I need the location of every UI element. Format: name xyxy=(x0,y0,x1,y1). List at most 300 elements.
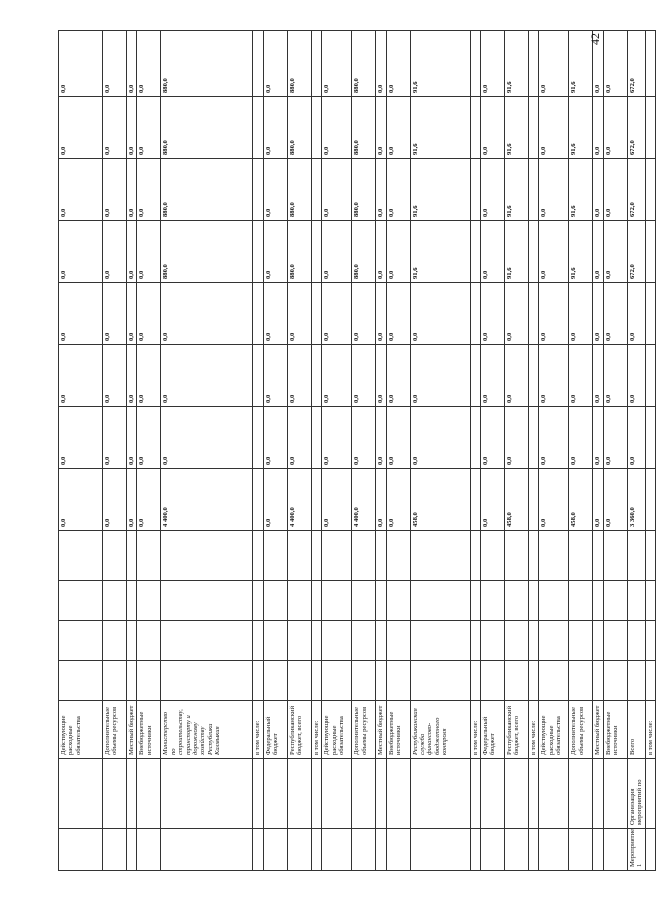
amount-cell: 91,6 xyxy=(410,31,470,97)
activity-name-cell xyxy=(322,759,352,829)
amount-cell: 672,0 xyxy=(627,97,645,159)
amount-cell: 0,0 xyxy=(376,159,386,221)
activity-name-cell xyxy=(59,759,103,829)
amount-cell: 4 400,0 xyxy=(352,469,376,531)
empty-cell xyxy=(470,531,480,581)
amount-cell xyxy=(529,221,539,283)
amount-cell: 0,0 xyxy=(410,345,470,407)
amount-cell: 0,0 xyxy=(263,407,287,469)
table-row xyxy=(137,31,161,871)
empty-cell xyxy=(263,621,287,661)
table-row xyxy=(352,31,376,871)
amount-cell: 0,0 xyxy=(137,469,161,531)
empty-cell xyxy=(645,661,655,701)
amount-cell: 0,0 xyxy=(127,97,137,159)
empty-cell xyxy=(593,661,603,701)
empty-cell xyxy=(376,581,386,621)
amount-cell: 0,0 xyxy=(352,407,376,469)
amount-cell: 0,0 xyxy=(322,97,352,159)
empty-cell xyxy=(311,581,321,621)
amount-cell: 0,0 xyxy=(161,283,253,345)
amount-cell xyxy=(470,345,480,407)
amount-cell: 0,0 xyxy=(103,345,127,407)
table-row xyxy=(539,31,569,871)
amount-cell: 0,0 xyxy=(127,469,137,531)
amount-cell: 0,0 xyxy=(376,97,386,159)
activity-code-cell xyxy=(311,829,321,871)
amount-cell: 672,0 xyxy=(627,221,645,283)
amount-cell: 880,0 xyxy=(352,159,376,221)
amount-cell: 0,0 xyxy=(103,469,127,531)
funding-source-cell: Внебюджетные источники xyxy=(137,701,161,759)
empty-cell xyxy=(539,661,569,701)
amount-cell: 0,0 xyxy=(481,469,505,531)
amount-cell: 0,0 xyxy=(593,97,603,159)
activity-code-cell xyxy=(287,829,311,871)
empty-cell xyxy=(529,531,539,581)
amount-cell: 91,6 xyxy=(505,159,529,221)
activity-code-cell: Мероприятие 1 xyxy=(627,829,645,871)
empty-cell xyxy=(322,531,352,581)
empty-cell xyxy=(410,531,470,581)
empty-cell xyxy=(311,531,321,581)
table-row xyxy=(470,31,480,871)
activity-code-cell xyxy=(539,829,569,871)
amount-cell: 672,0 xyxy=(627,159,645,221)
activity-name-cell xyxy=(127,759,137,829)
activity-name-cell xyxy=(539,759,569,829)
empty-cell xyxy=(386,661,410,701)
activity-name-cell: Организация мероприятий по xyxy=(627,759,645,829)
table-row xyxy=(263,31,287,871)
amount-cell: 0,0 xyxy=(103,31,127,97)
amount-cell: 0,0 xyxy=(127,283,137,345)
empty-cell xyxy=(59,531,103,581)
empty-cell xyxy=(103,531,127,581)
funding-source-cell: Министерство по строительству, транспорту и дорожному хозяйству Республики Калмыкия xyxy=(161,701,253,759)
amount-cell: 0,0 xyxy=(386,97,410,159)
amount-cell: 672,0 xyxy=(627,31,645,97)
amount-cell xyxy=(311,283,321,345)
amount-cell xyxy=(645,97,655,159)
empty-cell xyxy=(253,531,263,581)
amount-cell: 0,0 xyxy=(603,97,627,159)
activity-name-cell xyxy=(376,759,386,829)
amount-cell: 0,0 xyxy=(59,221,103,283)
activity-name-cell xyxy=(593,759,603,829)
amount-cell: 880,0 xyxy=(287,221,311,283)
amount-cell: 0,0 xyxy=(127,221,137,283)
empty-cell xyxy=(322,621,352,661)
funding-source-cell: в том числе: xyxy=(645,701,655,759)
empty-cell xyxy=(386,531,410,581)
empty-cell xyxy=(505,531,529,581)
amount-cell: 458,0 xyxy=(569,469,593,531)
activity-code-cell xyxy=(127,829,137,871)
empty-cell xyxy=(569,661,593,701)
empty-cell xyxy=(103,581,127,621)
amount-cell: 0,0 xyxy=(287,407,311,469)
amount-cell: 91,6 xyxy=(569,31,593,97)
amount-cell: 0,0 xyxy=(481,283,505,345)
empty-cell xyxy=(311,661,321,701)
amount-cell: 0,0 xyxy=(137,221,161,283)
funding-source-cell: Федеральный бюджет xyxy=(263,701,287,759)
amount-cell xyxy=(311,407,321,469)
activity-code-cell xyxy=(603,829,627,871)
amount-cell xyxy=(529,407,539,469)
amount-cell: 0,0 xyxy=(287,283,311,345)
empty-cell xyxy=(603,621,627,661)
amount-cell: 91,6 xyxy=(410,221,470,283)
amount-cell: 0,0 xyxy=(103,97,127,159)
amount-cell: 0,0 xyxy=(322,283,352,345)
empty-cell xyxy=(137,621,161,661)
amount-cell: 0,0 xyxy=(376,469,386,531)
amount-cell: 0,0 xyxy=(603,345,627,407)
activity-name-cell xyxy=(161,759,253,829)
amount-cell: 0,0 xyxy=(481,345,505,407)
empty-cell xyxy=(603,581,627,621)
empty-cell xyxy=(103,661,127,701)
amount-cell: 0,0 xyxy=(386,159,410,221)
amount-cell: 0,0 xyxy=(505,407,529,469)
empty-cell xyxy=(481,661,505,701)
amount-cell: 0,0 xyxy=(103,407,127,469)
amount-cell xyxy=(253,345,263,407)
empty-cell xyxy=(386,581,410,621)
amount-cell: 0,0 xyxy=(59,31,103,97)
empty-cell xyxy=(627,581,645,621)
activity-name-cell xyxy=(287,759,311,829)
amount-cell: 0,0 xyxy=(603,283,627,345)
empty-cell xyxy=(529,621,539,661)
table-row xyxy=(311,31,321,871)
amount-cell: 880,0 xyxy=(161,159,253,221)
empty-cell xyxy=(376,621,386,661)
funding-source-cell: Местный бюджет xyxy=(593,701,603,759)
empty-cell xyxy=(645,531,655,581)
amount-cell xyxy=(645,31,655,97)
amount-cell: 0,0 xyxy=(376,31,386,97)
activity-code-cell xyxy=(59,829,103,871)
amount-cell: 91,6 xyxy=(505,97,529,159)
empty-cell xyxy=(481,531,505,581)
activity-code-cell xyxy=(410,829,470,871)
funding-source-cell: в том числе: xyxy=(253,701,263,759)
amount-cell: 0,0 xyxy=(603,159,627,221)
empty-cell xyxy=(352,531,376,581)
amount-cell: 0,0 xyxy=(103,159,127,221)
amount-cell xyxy=(311,345,321,407)
amount-cell: 0,0 xyxy=(59,407,103,469)
empty-cell xyxy=(127,661,137,701)
activity-code-cell xyxy=(470,829,480,871)
empty-cell xyxy=(253,661,263,701)
empty-cell xyxy=(137,581,161,621)
amount-cell xyxy=(311,31,321,97)
amount-cell: 0,0 xyxy=(59,97,103,159)
amount-cell: 0,0 xyxy=(161,407,253,469)
empty-cell xyxy=(263,531,287,581)
funding-source-cell: Всего xyxy=(627,701,645,759)
empty-cell xyxy=(137,531,161,581)
amount-cell: 0,0 xyxy=(593,469,603,531)
amount-cell: 4 400,0 xyxy=(287,469,311,531)
amount-cell: 0,0 xyxy=(103,283,127,345)
empty-cell xyxy=(481,581,505,621)
amount-cell: 0,0 xyxy=(127,159,137,221)
funding-source-cell: Дополнительные объемы ресурсов xyxy=(569,701,593,759)
amount-cell: 880,0 xyxy=(352,221,376,283)
amount-cell: 880,0 xyxy=(161,31,253,97)
funding-source-cell: Местный бюджет xyxy=(127,701,137,759)
amount-cell xyxy=(253,283,263,345)
empty-cell xyxy=(322,661,352,701)
amount-cell xyxy=(311,221,321,283)
activity-code-cell xyxy=(593,829,603,871)
funding-source-cell: в том числе: xyxy=(470,701,480,759)
amount-cell: 0,0 xyxy=(137,97,161,159)
table-row xyxy=(481,31,505,871)
amount-cell: 0,0 xyxy=(593,159,603,221)
amount-cell: 0,0 xyxy=(386,283,410,345)
empty-cell xyxy=(352,581,376,621)
amount-cell xyxy=(253,407,263,469)
amount-cell: 0,0 xyxy=(627,345,645,407)
activity-name-cell xyxy=(410,759,470,829)
funding-source-cell: Действующие расходные обязательства xyxy=(322,701,352,759)
empty-cell xyxy=(127,581,137,621)
empty-cell xyxy=(470,581,480,621)
empty-cell xyxy=(470,661,480,701)
funding-source-cell: в том числе: xyxy=(311,701,321,759)
activity-code-cell xyxy=(322,829,352,871)
amount-cell: 0,0 xyxy=(263,345,287,407)
activity-code-cell xyxy=(505,829,529,871)
amount-cell: 0,0 xyxy=(481,221,505,283)
funding-source-cell: Федеральный бюджет xyxy=(481,701,505,759)
amount-cell xyxy=(645,345,655,407)
table-row xyxy=(287,31,311,871)
empty-cell xyxy=(127,621,137,661)
empty-cell xyxy=(59,621,103,661)
amount-cell: 0,0 xyxy=(569,345,593,407)
activity-name-cell xyxy=(253,759,263,829)
empty-cell xyxy=(263,661,287,701)
activity-code-cell xyxy=(529,829,539,871)
amount-cell: 0,0 xyxy=(386,469,410,531)
activity-name-cell xyxy=(645,759,655,829)
amount-cell: 880,0 xyxy=(352,31,376,97)
amount-cell: 0,0 xyxy=(539,407,569,469)
activity-name-cell xyxy=(263,759,287,829)
amount-cell: 0,0 xyxy=(386,345,410,407)
amount-cell: 0,0 xyxy=(603,31,627,97)
empty-cell xyxy=(627,531,645,581)
amount-cell: 0,0 xyxy=(539,345,569,407)
amount-cell: 91,6 xyxy=(410,159,470,221)
amount-cell: 880,0 xyxy=(287,31,311,97)
amount-cell: 0,0 xyxy=(539,283,569,345)
amount-cell xyxy=(470,221,480,283)
amount-cell: 0,0 xyxy=(410,283,470,345)
empty-cell xyxy=(505,621,529,661)
empty-cell xyxy=(410,621,470,661)
empty-cell xyxy=(352,621,376,661)
empty-cell xyxy=(627,661,645,701)
empty-cell xyxy=(386,621,410,661)
amount-cell xyxy=(645,283,655,345)
table-row xyxy=(253,31,263,871)
amount-cell: 880,0 xyxy=(352,97,376,159)
amount-cell: 0,0 xyxy=(539,159,569,221)
amount-cell: 0,0 xyxy=(627,283,645,345)
amount-cell: 0,0 xyxy=(593,283,603,345)
activity-name-cell xyxy=(103,759,127,829)
empty-cell xyxy=(127,531,137,581)
amount-cell: 0,0 xyxy=(505,283,529,345)
amount-cell: 0,0 xyxy=(263,97,287,159)
amount-cell: 0,0 xyxy=(593,345,603,407)
empty-cell xyxy=(410,581,470,621)
activity-name-cell xyxy=(386,759,410,829)
funding-source-cell: в том числе: xyxy=(529,701,539,759)
amount-cell: 0,0 xyxy=(59,283,103,345)
amount-cell xyxy=(529,159,539,221)
amount-cell: 0,0 xyxy=(539,469,569,531)
empty-cell xyxy=(603,531,627,581)
empty-cell xyxy=(593,621,603,661)
amount-cell: 91,6 xyxy=(410,97,470,159)
empty-cell xyxy=(593,581,603,621)
amount-cell: 458,0 xyxy=(505,469,529,531)
empty-cell xyxy=(569,621,593,661)
empty-cell xyxy=(322,581,352,621)
table-row xyxy=(529,31,539,871)
amount-cell xyxy=(311,97,321,159)
funding-source-cell: Дополнительные объемы ресурсов xyxy=(103,701,127,759)
funding-source-cell: Республиканский бюджет, всего xyxy=(287,701,311,759)
funding-source-cell: Внебюджетные источники xyxy=(603,701,627,759)
table-row xyxy=(322,31,352,871)
empty-cell xyxy=(569,581,593,621)
amount-cell xyxy=(470,469,480,531)
table-row xyxy=(569,31,593,871)
funding-source-cell: Республиканский бюджет, всего xyxy=(505,701,529,759)
amount-cell xyxy=(529,31,539,97)
amount-cell xyxy=(529,469,539,531)
empty-cell xyxy=(505,661,529,701)
amount-cell: 0,0 xyxy=(386,407,410,469)
amount-cell xyxy=(529,283,539,345)
empty-cell xyxy=(287,531,311,581)
table-row xyxy=(593,31,603,871)
table-row xyxy=(161,31,253,871)
amount-cell: 0,0 xyxy=(386,221,410,283)
funding-source-cell: Республиканская служба финансово-бюджетного контроля xyxy=(410,701,470,759)
empty-cell xyxy=(505,581,529,621)
amount-cell: 0,0 xyxy=(481,31,505,97)
amount-cell: 0,0 xyxy=(376,345,386,407)
empty-cell xyxy=(103,621,127,661)
amount-cell xyxy=(645,221,655,283)
amount-cell: 3 360,0 xyxy=(627,469,645,531)
empty-cell xyxy=(410,661,470,701)
amount-cell xyxy=(311,159,321,221)
amount-cell xyxy=(645,469,655,531)
amount-cell: 880,0 xyxy=(161,97,253,159)
amount-cell: 0,0 xyxy=(593,407,603,469)
amount-cell xyxy=(645,407,655,469)
activity-code-cell xyxy=(569,829,593,871)
amount-cell: 0,0 xyxy=(593,31,603,97)
activity-name-cell xyxy=(529,759,539,829)
empty-cell xyxy=(593,531,603,581)
amount-cell: 0,0 xyxy=(322,221,352,283)
empty-cell xyxy=(603,661,627,701)
activity-name-cell xyxy=(481,759,505,829)
activity-code-cell xyxy=(645,829,655,871)
table-row xyxy=(505,31,529,871)
amount-cell xyxy=(529,97,539,159)
amount-cell: 91,6 xyxy=(569,159,593,221)
table-row xyxy=(645,31,655,871)
amount-cell: 0,0 xyxy=(481,407,505,469)
activity-code-cell xyxy=(376,829,386,871)
amount-cell: 0,0 xyxy=(59,469,103,531)
amount-cell: 0,0 xyxy=(263,221,287,283)
amount-cell: 0,0 xyxy=(410,407,470,469)
amount-cell: 0,0 xyxy=(161,345,253,407)
amount-cell: 0,0 xyxy=(386,31,410,97)
table-row xyxy=(386,31,410,871)
empty-cell xyxy=(539,581,569,621)
amount-cell: 91,6 xyxy=(569,221,593,283)
amount-cell xyxy=(529,345,539,407)
empty-cell xyxy=(627,621,645,661)
funding-source-cell: Действующие расходные обязательства xyxy=(59,701,103,759)
activity-name-cell xyxy=(470,759,480,829)
empty-cell xyxy=(529,661,539,701)
table-row xyxy=(376,31,386,871)
activity-code-cell xyxy=(481,829,505,871)
amount-cell: 0,0 xyxy=(376,221,386,283)
amount-cell: 0,0 xyxy=(322,345,352,407)
empty-cell xyxy=(539,531,569,581)
amount-cell: 0,0 xyxy=(603,407,627,469)
amount-cell xyxy=(470,97,480,159)
activity-code-cell xyxy=(137,829,161,871)
amount-cell: 880,0 xyxy=(287,159,311,221)
activity-name-cell xyxy=(505,759,529,829)
empty-cell xyxy=(263,581,287,621)
amount-cell xyxy=(470,283,480,345)
empty-cell xyxy=(376,661,386,701)
empty-cell xyxy=(161,531,253,581)
amount-cell: 0,0 xyxy=(539,31,569,97)
amount-cell: 0,0 xyxy=(103,221,127,283)
amount-cell xyxy=(253,31,263,97)
amount-cell xyxy=(645,159,655,221)
amount-cell: 880,0 xyxy=(287,97,311,159)
amount-cell: 0,0 xyxy=(376,407,386,469)
empty-cell xyxy=(59,581,103,621)
amount-cell: 0,0 xyxy=(322,469,352,531)
funding-source-cell: Местный бюджет xyxy=(376,701,386,759)
amount-cell: 91,6 xyxy=(505,221,529,283)
amount-cell: 0,0 xyxy=(59,159,103,221)
